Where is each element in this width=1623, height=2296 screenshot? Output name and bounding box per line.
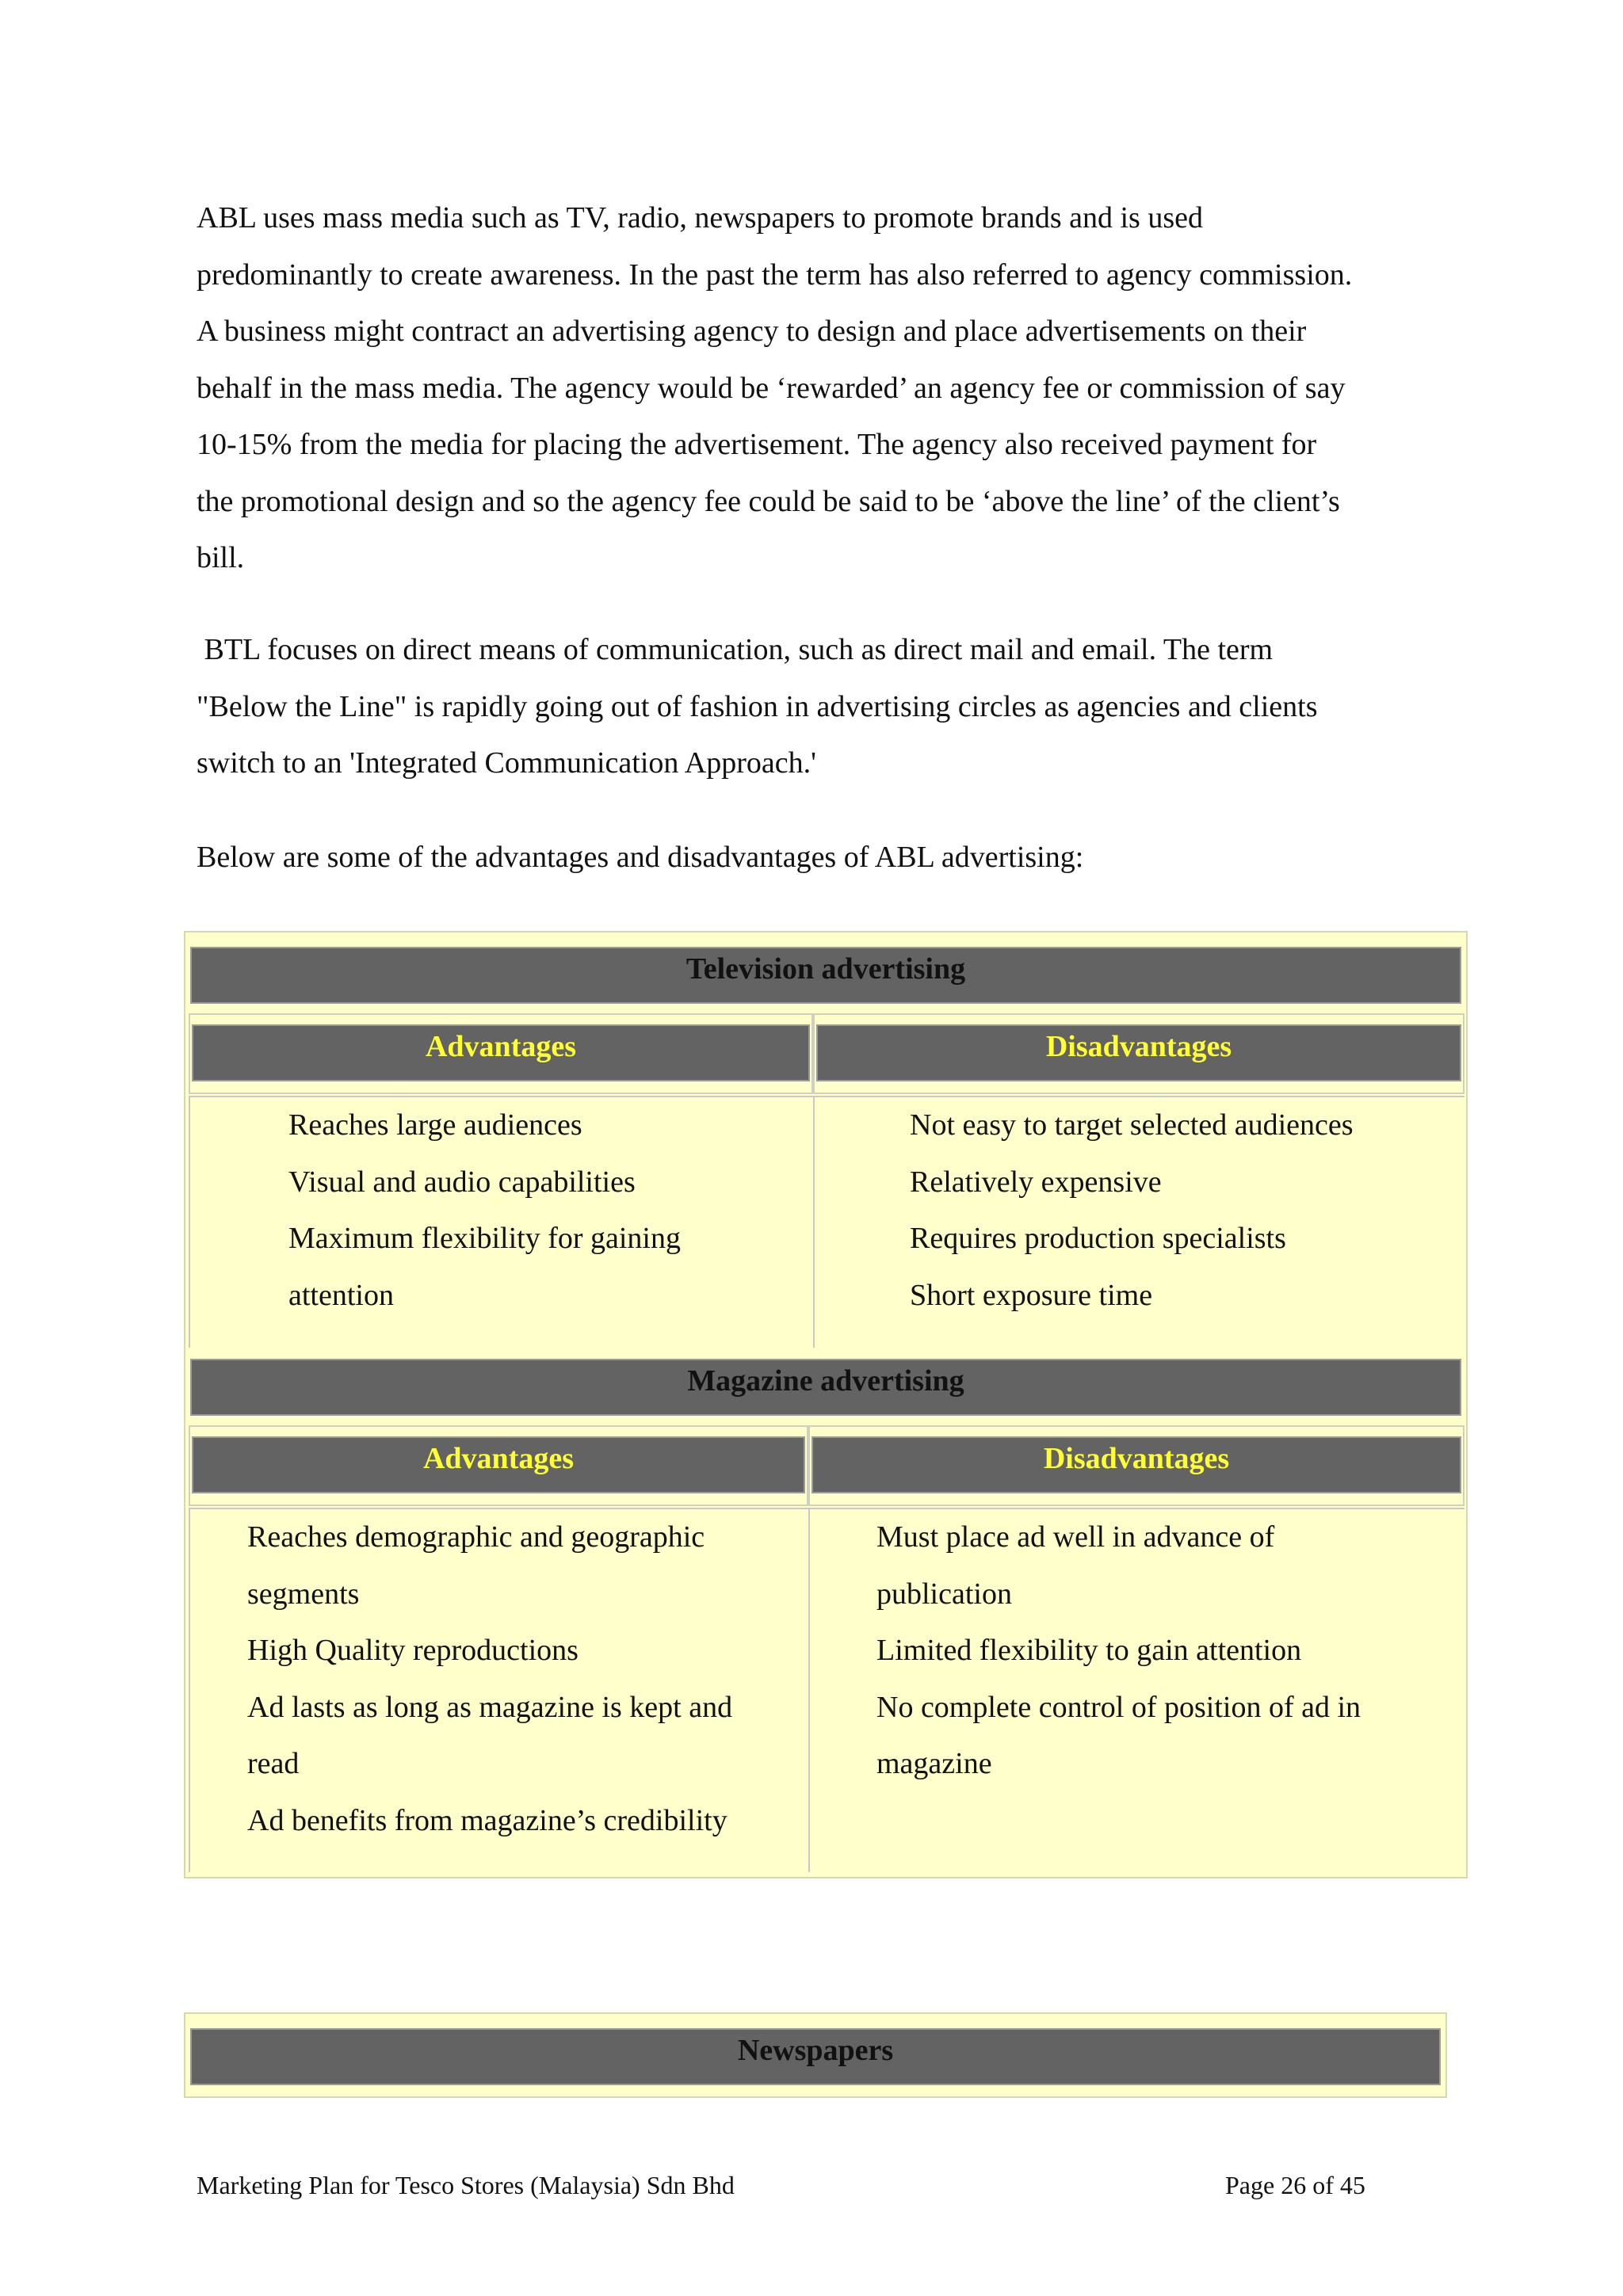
list-item: Visual and audio capabilities xyxy=(288,1165,636,1199)
list-item: publication xyxy=(876,1577,1012,1611)
list-item: magazine xyxy=(876,1747,992,1780)
list-item: Reaches large audiences xyxy=(288,1108,582,1142)
btl-paragraph: BTL focuses on direct means of communication, such as direct mail and email. The term "Below the Line" is rapidly going out of fashion in advertising circles as agencies and clients switch to an 'Integrated Communication Approach.' xyxy=(197,633,1318,780)
list-item: Limited flexibility to gain attention xyxy=(876,1634,1302,1667)
list-item: Reaches demographic and geographic xyxy=(247,1520,705,1554)
magazine-disadvantages-header: Disadvantages xyxy=(812,1436,1461,1493)
list-item: segments xyxy=(247,1577,360,1611)
list-item: Maximum flexibility for gaining xyxy=(288,1222,681,1255)
list-item: Requires production specialists xyxy=(910,1222,1286,1255)
magazine-title: Magazine advertising xyxy=(190,1359,1461,1416)
magazine-disadvantages-cell xyxy=(808,1508,1465,1872)
tv-title: Television advertising xyxy=(190,947,1461,1004)
list-item: Short exposure time xyxy=(910,1278,1153,1312)
magazine-advantages-list xyxy=(247,1509,732,1849)
list-item: Not easy to target selected audiences xyxy=(910,1108,1354,1142)
list-item: Ad benefits from magazine’s credibility xyxy=(247,1803,727,1837)
abl-paragraph: ABL uses mass media such as TV, radio, newspapers to promote brands and is used predominantly to create awareness. In the past the term has also referred to agency commission. A business might contract an advertising agency to design and place advertisements on their behalf in the mass media. The agency would be ‘rewarded’ an agency fee or commission of say 10-15% from the media for placing the advertisement. The agency also received payment for the promotional design and so the agency fee could be said to be ‘above the line’ of the client’s bill. xyxy=(197,201,1353,574)
magazine-disadvantages-header-cell xyxy=(808,1425,1465,1506)
footer-page-number: Page 26 of 45 xyxy=(1225,2171,1365,2199)
list-item: Relatively expensive xyxy=(910,1165,1162,1199)
magazine-advantages-header-cell xyxy=(189,1425,808,1506)
list-item: Ad lasts as long as magazine is kept and xyxy=(247,1690,733,1724)
tv-disadvantages-header: Disadvantages xyxy=(816,1024,1461,1081)
tv-disadvantages-list xyxy=(910,1097,1354,1324)
tv-disadvantages-cell xyxy=(813,1096,1465,1348)
advertising-table xyxy=(184,931,1468,1878)
list-item: read xyxy=(247,1747,300,1780)
newspapers-title: Newspapers xyxy=(190,2028,1441,2085)
magazine-advantages-cell xyxy=(189,1508,808,1872)
tv-advantages-list xyxy=(288,1097,681,1324)
list-item: Must place ad well in advance of xyxy=(876,1520,1275,1554)
tv-advantages-cell xyxy=(189,1096,813,1348)
footer-document-title: Marketing Plan for Tesco Stores (Malaysia) Sdn Bhd xyxy=(197,2171,735,2199)
magazine-advantages-header: Advantages xyxy=(192,1436,805,1493)
magazine-disadvantages-list xyxy=(876,1509,1361,1793)
newspapers-table xyxy=(184,2012,1447,2098)
tv-disadvantages-header-cell xyxy=(813,1013,1465,1094)
tv-advantages-header-cell xyxy=(189,1013,813,1094)
tv-advantages-header: Advantages xyxy=(192,1024,810,1081)
list-item: attention xyxy=(288,1278,394,1312)
list-item: No complete control of position of ad in xyxy=(876,1690,1361,1724)
list-item: High Quality reproductions xyxy=(247,1634,579,1667)
intro-paragraph: Below are some of the advantages and disadvantages of ABL advertising: xyxy=(197,841,1084,874)
